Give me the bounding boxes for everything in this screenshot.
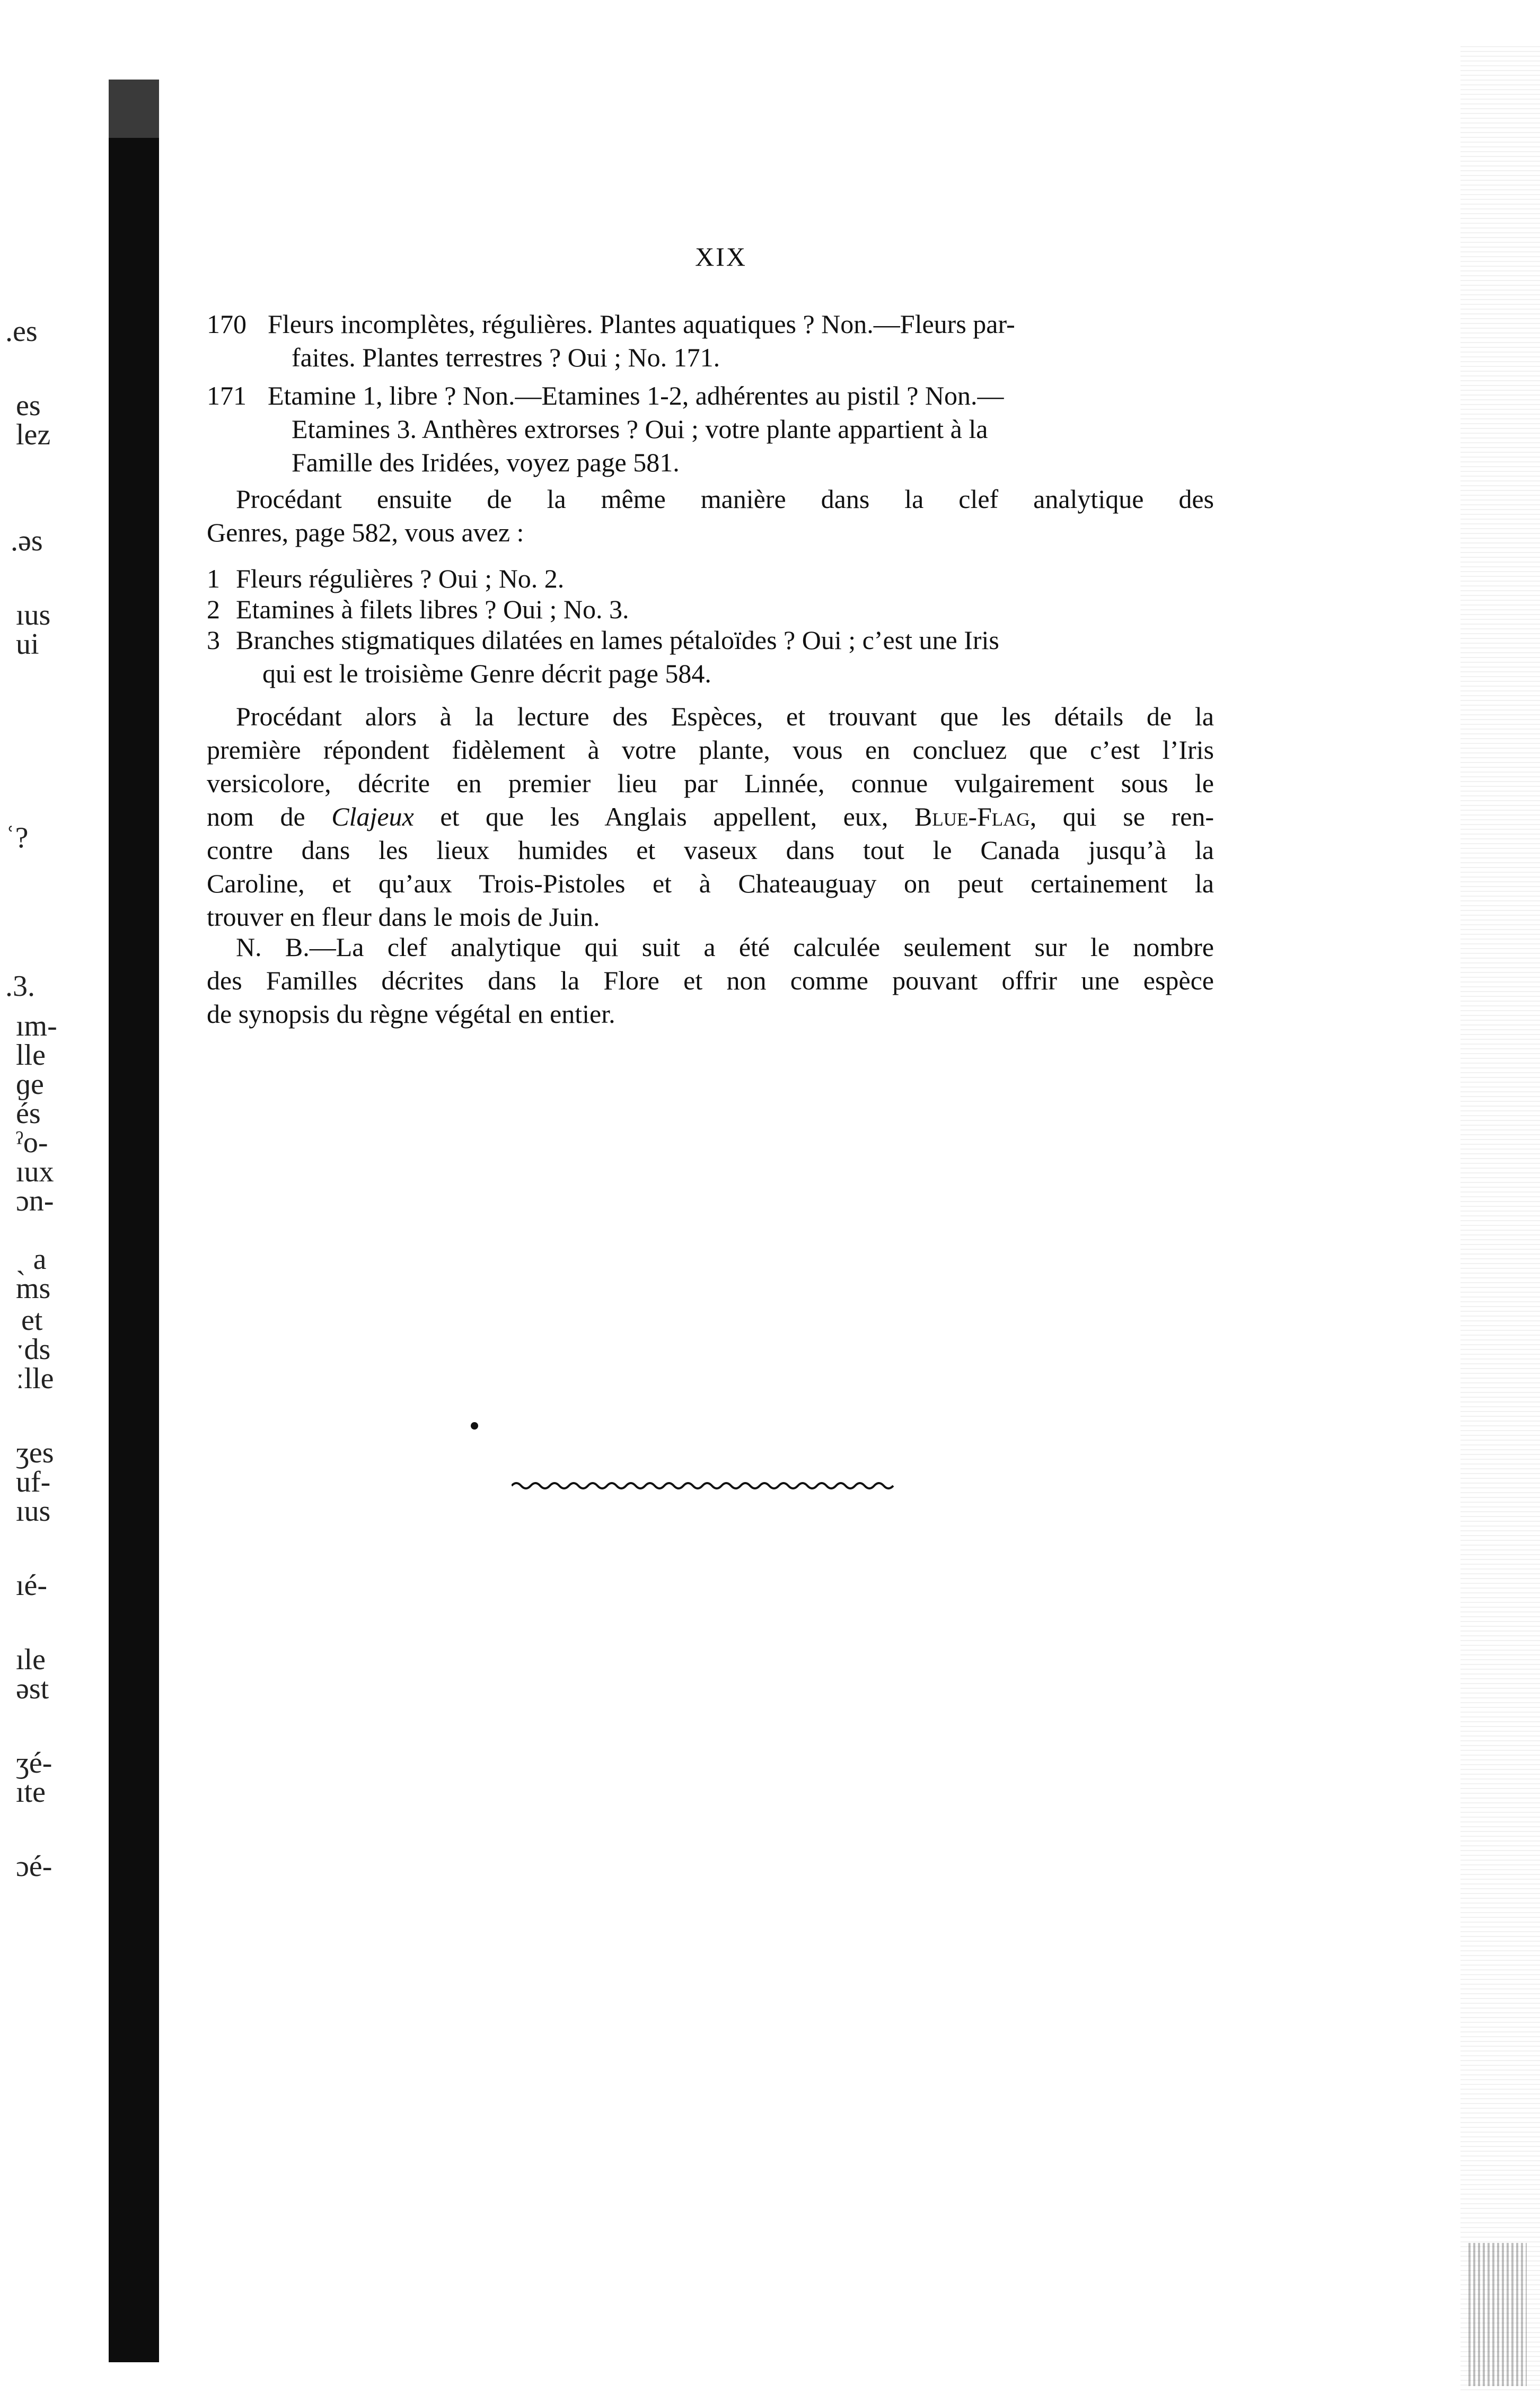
paragraph-line: première répondent fidèlement à votre plante, vous en concluez que c’est l’Iris [207,735,1214,765]
margin-fragment: ım- [16,1010,57,1042]
wavy-rule-path [512,1483,893,1488]
entry-line: Etamine 1, libre ? Non.—Etamines 1-2, adhérentes au pistil ? Non.— [268,381,1004,410]
entry-number: 171 [207,381,247,410]
paragraph-line: Procédant ensuite de la même manière dans la clef analytique des [236,484,1214,514]
entry-number: 2 [207,594,220,624]
margin-fragment: ıux [16,1155,54,1188]
paragraph-line: contre dans les lieux humides et vaseux dans tout le Canada jusqu’à la [207,835,1214,865]
margin-fragment: ʒes [16,1436,54,1469]
paragraph-especes [207,700,1214,934]
entry-line: Branches stigmatiques dilatées en lames pétaloïdes ? Oui ; c’est une Iris [236,625,999,655]
entry-line: Fleurs régulières ? Oui ; No. 2. [236,564,565,593]
paragraph-line: de synopsis du règne végétal en entier. [207,999,615,1029]
wavy-rule [512,1479,904,1492]
margin-fragment: ʿ? [5,821,29,854]
margin-fragment: és [16,1097,41,1130]
entry-number: 1 [207,564,220,593]
margin-fragment: ˑds [16,1333,51,1366]
margin-fragment: ıus [16,1495,51,1528]
entry-line: Etamines à filets libres ? Oui ; No. 3. [236,594,629,624]
key-entry-170 [207,308,1214,374]
small-caps-term: Blue-Flag [914,802,1030,831]
text-run: et que les Anglais appellent, eux, [413,802,914,831]
margin-fragment: ıle [16,1643,46,1676]
stray-ink-dot [471,1422,478,1430]
margin-fragment: ms [16,1272,51,1305]
entry-line: Famille des Iridées, voyez page 581. [292,448,680,477]
text-run: nom de [207,802,332,831]
margin-fragment: .es [5,315,38,348]
margin-fragment: es [16,389,41,422]
margin-fragment: et [21,1304,43,1337]
paragraph-line: N. B.—La clef analytique qui suit a été calculée seulement sur le nombre [236,932,1214,962]
entry-line: Fleurs incomplètes, régulières. Plantes aquatiques ? Non.—Fleurs par- [268,309,1015,339]
entry-number: 170 [207,309,247,339]
right-edge-scan-noise [1460,42,1540,2391]
genre-entry-1 [207,562,1214,595]
paragraph-line [207,800,1214,834]
paragraph-genres [207,483,1214,549]
italic-term: Clajeux [331,802,414,831]
margin-fragment: lle [16,1039,46,1072]
entry-line: Etamines 3. Anthères extrorses ? Oui ; votre plante appartient à la [292,414,988,444]
paragraph-line: trouver en fleur dans le mois de Juin. [207,902,600,932]
text-run: , qui se ren- [1029,802,1215,831]
margin-fragment: ıus [16,599,51,632]
margin-fragment: ˎ a [16,1243,47,1276]
margin-fragment: ɡe [16,1068,44,1101]
margin-fragment: ıte [16,1776,46,1809]
margin-fragment: ɔn- [16,1185,54,1217]
margin-fragment: .3. [5,970,35,1003]
book-spine-shadow-top [109,80,159,138]
paragraph-line: versicolore, décrite en premier lieu par Linnée, connue vulgairement sous le [207,768,1214,798]
nota-bene [207,931,1214,1031]
margin-fragment: əst [16,1672,49,1705]
margin-fragment: uf- [16,1466,51,1498]
right-edge-scan-smudge [1468,2243,1527,2386]
margin-fragment: ʒé- [16,1747,52,1780]
genre-entry-2 [207,593,1214,626]
margin-fragment: ˀo- [16,1126,48,1159]
paragraph-line: Caroline, et qu’aux Trois-Pistoles et à Chateauguay on peut certainement la [207,869,1214,898]
paragraph-line: Genres, page 582, vous avez : [207,518,524,547]
genre-entry-3 [207,624,1214,690]
margin-fragment: ui [16,628,39,661]
entry-number: 3 [207,625,220,655]
margin-fragment: lez [16,418,51,451]
entry-line: faites. Plantes terrestres ? Oui ; No. 171. [292,343,720,372]
key-entry-171 [207,379,1214,479]
page-number: XIX [695,242,747,271]
paragraph-line: Procédant alors à la lecture des Espèces, et trouvant que les détails de la [236,702,1214,731]
entry-line: qui est le troisième Genre décrit page 584. [262,659,711,688]
paragraph-line: des Familles décrites dans la Flore et non comme pouvant offrir une espèce [207,966,1214,995]
margin-fragment: ɔé- [16,1850,52,1883]
margin-fragment: .əs [11,524,43,557]
margin-fragment: ːlle [16,1362,54,1395]
margin-fragment: ıé- [16,1569,48,1602]
